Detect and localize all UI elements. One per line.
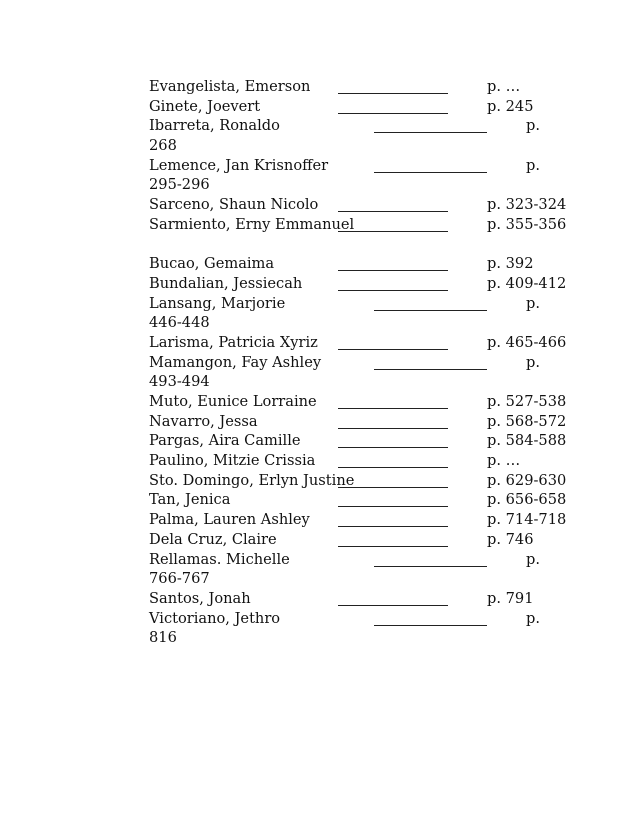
leader-line	[338, 428, 448, 429]
toc-entry	[0, 431, 638, 451]
toc-entry	[0, 156, 638, 176]
entry-page: p.	[526, 609, 540, 627]
leader-line	[338, 408, 448, 409]
entry-name: Palma, Lauren Ashley	[149, 511, 310, 529]
toc-entry	[0, 412, 638, 432]
leader-line	[338, 231, 448, 232]
toc-entry-wrap	[0, 628, 638, 648]
entry-page: p. 584-588	[487, 432, 567, 450]
entry-name: Sarceno, Shaun Nicolo	[149, 196, 319, 214]
entry-name: Santos, Jonah	[149, 589, 251, 607]
entry-name: Lansang, Marjorie	[149, 294, 286, 312]
leader-line	[338, 113, 448, 114]
entry-page: p. 527-538	[487, 393, 567, 410]
entry-page: p. 629-630	[487, 471, 567, 489]
leader-line	[338, 526, 448, 527]
leader-line	[374, 310, 487, 311]
toc-entry-wrap	[0, 175, 638, 195]
toc-entry	[0, 294, 638, 314]
entry-page: p.	[526, 550, 540, 568]
toc-entry	[0, 97, 638, 117]
toc-entry-wrap	[0, 569, 638, 589]
leader-line	[338, 270, 448, 271]
entry-page-wrap: 446-448	[149, 314, 210, 332]
entry-page-wrap: 816	[149, 629, 177, 647]
entry-name: Navarro, Jessa	[149, 412, 258, 430]
toc-entry	[0, 116, 638, 136]
entry-name: Paulino, Mitzie Crissia	[149, 452, 316, 470]
entry-page: p.	[526, 156, 540, 174]
entry-name: Rellamas. Michelle	[149, 550, 290, 568]
toc-entry	[0, 195, 638, 215]
entry-page: p. 746	[487, 530, 534, 548]
entry-page: p. 791	[487, 589, 534, 607]
entry-page-wrap: 295-296	[149, 176, 210, 194]
toc-entry	[0, 333, 638, 353]
leader-line	[338, 506, 448, 507]
entry-page-wrap: 766-767	[149, 570, 210, 588]
entry-page: p. …	[487, 78, 521, 95]
entry-page: p.	[526, 117, 540, 135]
toc-entry	[0, 392, 638, 412]
entry-name: Tan, Jenica	[149, 491, 231, 509]
entry-name: Mamangon, Fay Ashley	[149, 353, 322, 371]
toc-entry	[0, 353, 638, 373]
entry-name: Ginete, Joevert	[149, 97, 261, 115]
leader-line	[338, 349, 448, 350]
toc-entry	[0, 215, 638, 235]
toc-entry	[0, 274, 638, 294]
toc-entry	[0, 254, 638, 274]
leader-line	[338, 605, 448, 606]
entry-page: p. …	[487, 452, 521, 470]
toc-entry	[0, 510, 638, 530]
toc-entry	[0, 471, 638, 491]
toc-entry	[0, 490, 638, 510]
toc-entry	[0, 589, 638, 609]
toc-entry	[0, 77, 638, 97]
leader-line	[338, 447, 448, 448]
toc-document	[0, 77, 638, 648]
entry-name: Ibarreta, Ronaldo	[149, 117, 280, 135]
entry-name: Bucao, Gemaima	[149, 255, 275, 273]
entry-name: Bundalian, Jessiecah	[149, 274, 303, 292]
toc-entry-wrap	[0, 372, 638, 392]
leader-line	[374, 566, 487, 567]
entry-page: p.	[526, 294, 540, 312]
leader-line	[374, 369, 487, 370]
leader-line	[338, 546, 448, 547]
toc-entry-wrap	[0, 313, 638, 333]
entry-page: p. 323-324	[487, 196, 567, 214]
entry-page: p. 465-466	[487, 333, 567, 351]
entry-page: p. 392	[487, 255, 534, 273]
toc-entry	[0, 451, 638, 471]
leader-line	[374, 172, 487, 173]
leader-line	[338, 290, 448, 291]
toc-entry-wrap	[0, 136, 638, 156]
entry-name: Larisma, Patricia Xyriz	[149, 333, 318, 351]
entry-name: Pargas, Aira Camille	[149, 432, 301, 450]
entry-page-wrap: 493-494	[149, 373, 210, 391]
entry-page: p. 409-412	[487, 274, 567, 292]
leader-line	[338, 487, 448, 488]
entry-name: Muto, Eunice Lorraine	[149, 393, 317, 410]
entry-page: p. 568-572	[487, 412, 567, 430]
leader-line	[338, 93, 448, 94]
entry-name: Dela Cruz, Claire	[149, 530, 277, 548]
entry-name: Sto. Domingo, Erlyn Justine	[149, 471, 355, 489]
entry-page-wrap: 268	[149, 137, 177, 155]
leader-line	[374, 132, 487, 133]
entry-page: p. 714-718	[487, 511, 567, 529]
leader-line	[374, 625, 487, 626]
section-gap	[0, 235, 638, 255]
entry-page: p.	[526, 353, 540, 371]
entry-page: p. 355-356	[487, 215, 567, 233]
entry-page: p. 656-658	[487, 491, 567, 509]
leader-line	[338, 211, 448, 212]
entry-name: Evangelista, Emerson	[149, 78, 311, 95]
entry-name: Victoriano, Jethro	[149, 609, 281, 627]
toc-entry	[0, 609, 638, 629]
entry-name: Lemence, Jan Krisnoffer	[149, 156, 329, 174]
entry-page: p. 245	[487, 97, 534, 115]
leader-line	[338, 467, 448, 468]
entry-name: Sarmiento, Erny Emmanuel	[149, 215, 355, 233]
toc-entry	[0, 530, 638, 550]
toc-entry	[0, 550, 638, 570]
